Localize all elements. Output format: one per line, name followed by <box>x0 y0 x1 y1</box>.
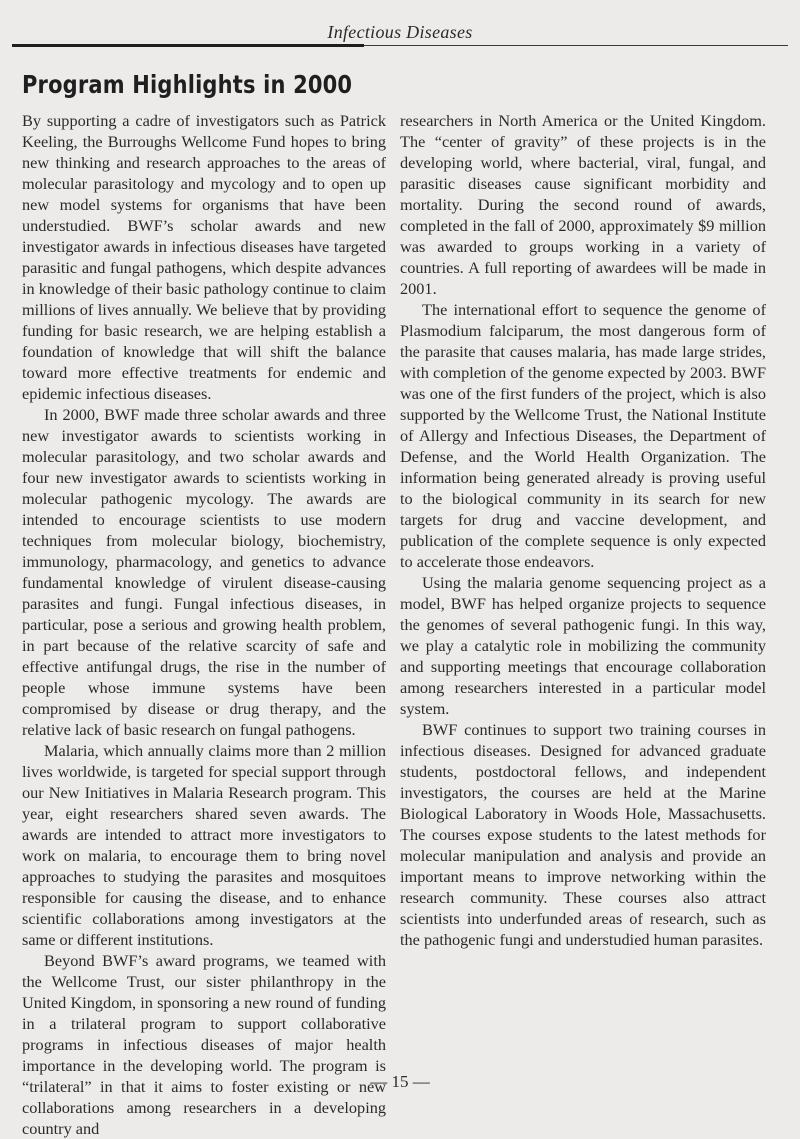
paragraph: researchers in North America or the United Kingdom. The “center of gravity” of these projects is in the developing world, where bacterial, viral, fungal, and parasitic diseases cause significant morbidity and mortality. During the second round of awards, completed in the fall of 2000, approximately $9 million was awarded to groups working in a variety of countries. A full reporting of awardees will be made in 2001. <box>400 111 766 298</box>
paragraph: In 2000, BWF made three scholar awards and three new investigator awards to scientists working in molecular parasitology, and two scholar awards and four new investigator awards to scientists working in molecular pathogenic mycology. The awards are intended to encourage scientists to use modern techniques from molecular biology, biochemistry, immunology, pharmacology, and genetics to advance fundamental knowledge of virulent disease-causing parasites and fungi. Fungal infectious diseases, in particular, pose a serious and growing health problem, in part because of the relative scarcity of safe and effective antifungal drugs, the rise in the number of people whose immune systems have been compromised by disease or drug therapy, and the relative lack of basic research on fungal pathogens. <box>22 405 386 739</box>
paragraph: Malaria, which annually claims more than 2 million lives worldwide, is targeted for special support through our New Initiatives in Malaria Research program. This year, eight researchers shared seven awards. The awards are intended to attract more investigators to work on malaria, to encourage them to bring novel approaches to studying the parasites and mosquitoes responsible for causing the disease, and to enhance scientific collaborations among investigators at the same or different institutions. <box>22 741 386 949</box>
right-column <box>400 110 766 950</box>
header-rule-thick <box>12 44 364 47</box>
header-rule-thin <box>364 45 788 46</box>
paragraph: Beyond BWF’s award programs, we teamed with the Wellcome Trust, our sister philanthropy in the United Kingdom, in sponsoring a new round of funding in a trilateral program to support collaborative programs in infectious diseases of major health importance in the developing world. The program is “trilateral” in that it aims to foster existing or new collaborations among researchers in a developing country and <box>22 951 386 1138</box>
paragraph: BWF continues to support two training courses in infectious diseases. Designed for advanced graduate students, postdoctoral fellows, and independent investigators, the courses are held at the Marine Biological Laboratory in Woods Hole, Massachusetts. The courses expose students to the latest methods for molecular manipulation and analysis and provide an important means to improve networking within the research community. These courses also attract scientists into underfunded areas of research, such as the pathogenic fungi and understudied human parasites. <box>400 720 766 949</box>
page-number: — 15 — <box>370 1072 430 1091</box>
section-title: Program Highlights in 2000 <box>22 70 353 99</box>
paragraph: Using the malaria genome sequencing project as a model, BWF has helped organize projects to sequence the genomes of several pathogenic fungi. In this way, we play a catalytic role in mobilizing the community and supporting meetings that encourage collaboration among researchers interested in a particular model system. <box>400 573 766 718</box>
left-column <box>22 110 386 1139</box>
running-head: Infectious Diseases <box>327 22 473 42</box>
paragraph: The international effort to sequence the genome of Plasmodium falciparum, the most dangerous form of the parasite that causes malaria, has made large strides, with completion of the genome expected by 2003. BWF was one of the first funders of the project, which is also supported by the Wellcome Trust, the National Institute of Allergy and Infectious Diseases, the Department of Defense, and the World Health Organization. The information being generated already is proving useful to the biological community in its search for new targets for drug and vaccine development, and publication of the complete sequence is only expected to accelerate those endeavors. <box>400 300 766 571</box>
paragraph: By supporting a cadre of investigators such as Patrick Keeling, the Burroughs Wellcome Fund hopes to bring new thinking and research approaches to the areas of molecular parasitology and mycology and to open up new model systems for organisms that have been understudied. BWF’s scholar awards and new investigator awards in infectious diseases have targeted parasitic and fungal pathogens, which despite advances in knowledge of their basic pathology continue to claim millions of lives annually. We believe that by providing funding for basic research, we are helping establish a foundation of knowledge that will shift the balance toward more effective treatments for endemic and epidemic infectious diseases. <box>22 111 386 403</box>
